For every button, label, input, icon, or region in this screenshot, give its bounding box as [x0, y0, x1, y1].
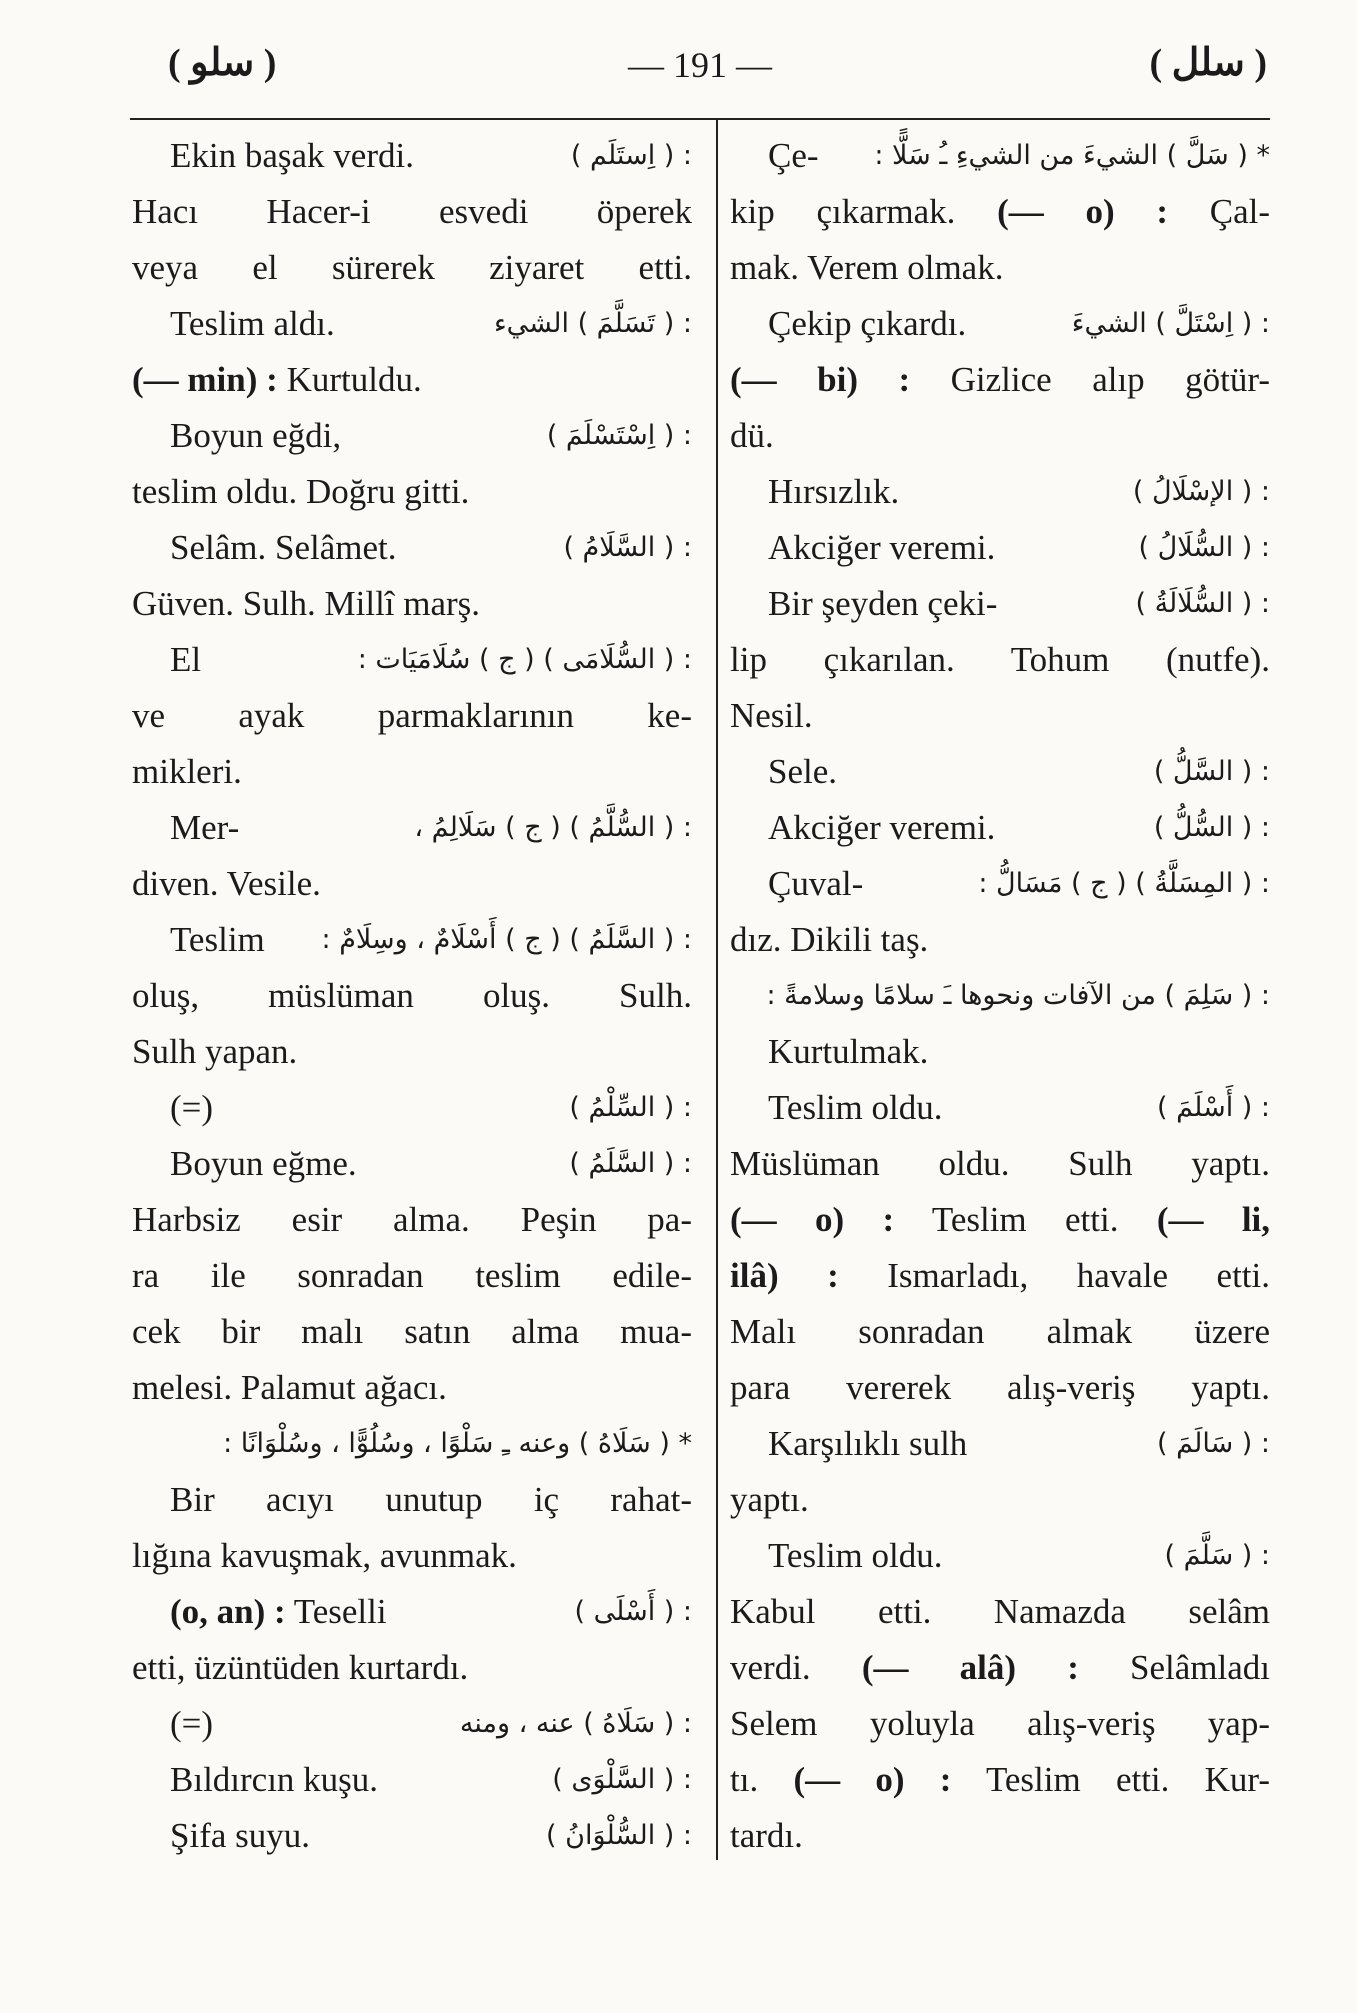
entry-text: Boyun eğme.	[170, 1144, 357, 1183]
entry-text: para vererek alış-veriş yaptı.	[730, 1368, 1270, 1407]
entry-text: Sulh yapan.	[132, 1032, 298, 1071]
entry-line	[132, 1640, 692, 1696]
entry-line	[730, 1304, 1270, 1360]
header-right-entry: ( سلل )	[1149, 42, 1267, 84]
entry-line	[730, 240, 1270, 296]
arabic-headword: : ( أَسْلَمَ )	[1157, 1092, 1270, 1123]
arabic-headword: : ( السُّلَّمُ ) ( ج ) سَلَالِمُ ،	[414, 812, 692, 843]
entry-text: veya el sürerek ziyaret etti.	[132, 248, 692, 287]
entry-text: Çuval-	[768, 864, 864, 903]
arabic-headword: : ( سَالَمَ )	[1157, 1428, 1270, 1459]
entry-text: ve ayak parmaklarının ke-	[132, 696, 692, 735]
entry-line	[730, 856, 1270, 912]
entry-line	[730, 1416, 1270, 1472]
entry-text: Selâm. Selâmet.	[170, 528, 397, 567]
arabic-headword: : ( سَلِمَ ) من الآفات ونحوها ـَ سلامًا وسلامةً :	[766, 980, 1270, 1011]
arabic-headword: : ( اِسْتَسْلَمَ )	[546, 420, 692, 451]
entry-line	[132, 352, 692, 408]
entry-text: cek bir malı satın alma mua-	[132, 1312, 692, 1351]
entry-line	[132, 1360, 692, 1416]
entry-line	[132, 1248, 692, 1304]
arabic-headword: * ( سَلَاهُ ) وعنه ـِ سَلْوًا ، وسُلُوًّا ، وسُلْوَانًا :	[223, 1428, 692, 1459]
entry-line	[730, 744, 1270, 800]
entry-text: Hacı Hacer-i esvedi öperek	[132, 192, 692, 231]
entry-line	[132, 520, 692, 576]
entry-line	[132, 1472, 692, 1528]
right-column	[730, 128, 1270, 1864]
entry-text: Akciğer veremi.	[768, 808, 996, 847]
arabic-headword: : ( السِّلْمُ )	[569, 1092, 692, 1123]
entry-line	[132, 296, 692, 352]
arabic-headword: : ( المِسَلَّةُ ) ( ج ) مَسَالُّ :	[978, 868, 1270, 899]
entry-line	[132, 1304, 692, 1360]
entry-text: (o, an) : Teselli	[170, 1592, 387, 1631]
entry-line	[730, 1136, 1270, 1192]
entry-text: Güven. Sulh. Millî marş.	[132, 584, 481, 623]
entry-text: Bıldırcın kuşu.	[170, 1760, 379, 1799]
entry-text: Nesil.	[730, 696, 813, 735]
entry-line	[132, 1136, 692, 1192]
entry-text: dü.	[730, 416, 774, 455]
entry-text: (=)	[170, 1704, 214, 1743]
entry-line	[730, 296, 1270, 352]
entry-line	[132, 1192, 692, 1248]
entry-text: kip çıkarmak. (— o) : Çal-	[730, 192, 1271, 231]
left-column	[132, 128, 692, 1864]
entry-text: yaptı.	[730, 1480, 809, 1519]
entry-line	[730, 1528, 1270, 1584]
entry-text: Çe-	[768, 136, 819, 175]
entry-text: lığına kavuşmak, avunmak.	[132, 1536, 517, 1575]
entry-line	[132, 800, 692, 856]
entry-text: Boyun eğdi,	[170, 416, 342, 455]
entry-text: Bir acıyı unutup iç rahat-	[170, 1480, 692, 1519]
entry-text: etti, üzüntüden kurtardı.	[132, 1648, 469, 1687]
entry-text: Teslim oldu.	[768, 1536, 943, 1575]
entry-line	[730, 1024, 1270, 1080]
entry-text: Malı sonradan almak üzere	[730, 1312, 1270, 1351]
arabic-headword: : ( السَّلَامُ )	[563, 532, 692, 563]
entry-text: Karşılıklı sulh	[768, 1424, 968, 1463]
arabic-headword: : ( السُّلُّ )	[1153, 812, 1270, 843]
arabic-headword: : ( السُّلَالُ )	[1138, 532, 1270, 563]
entry-text: Mer-	[170, 808, 240, 847]
entry-line	[730, 632, 1270, 688]
entry-text: dız. Dikili taş.	[730, 920, 929, 959]
entry-line	[730, 688, 1270, 744]
entry-text: diven. Vesile.	[132, 864, 321, 903]
entry-text: El	[170, 640, 202, 679]
entry-text: Çekip çıkardı.	[768, 304, 967, 343]
entry-text: (— min) : Kurtuldu.	[132, 360, 422, 399]
entry-line	[730, 1584, 1270, 1640]
entry-text: lip çıkarılan. Tohum (nutfe).	[730, 640, 1270, 679]
entry-line	[730, 1192, 1270, 1248]
column-divider	[716, 120, 718, 1860]
entry-text: ra ile sonradan teslim edile-	[132, 1256, 692, 1295]
entry-line	[730, 464, 1270, 520]
entry-line	[730, 1808, 1270, 1864]
arabic-headword: : ( سَلَّمَ )	[1164, 1540, 1270, 1571]
entry-text: Sele.	[768, 752, 838, 791]
entry-text: Hırsızlık.	[768, 472, 900, 511]
entry-line	[730, 800, 1270, 856]
header-rule	[130, 118, 1270, 120]
entry-line	[132, 856, 692, 912]
entry-text: ilâ) : Ismarladı, havale etti.	[730, 1256, 1270, 1295]
entry-text: Harbsiz esir alma. Peşin pa-	[132, 1200, 692, 1239]
entry-text: teslim oldu. Doğru gitti.	[132, 472, 470, 511]
entry-line	[730, 1248, 1270, 1304]
arabic-headword: : ( السَّلَمُ )	[569, 1148, 692, 1179]
entry-text: (— bi) : Gizlice alıp götür-	[730, 360, 1271, 399]
entry-line	[730, 1752, 1270, 1808]
entry-text: tardı.	[730, 1816, 803, 1855]
arabic-headword: * ( سَلَّ ) الشيءَ من الشيءِ ـُ سَلًّا :	[874, 140, 1270, 171]
entry-line	[730, 128, 1270, 184]
entry-line	[730, 912, 1270, 968]
header-left-entry: ( سلو )	[168, 42, 277, 84]
entry-line	[132, 576, 692, 632]
entry-line	[132, 128, 692, 184]
entry-text: tı. (— o) : Teslim etti. Kur-	[730, 1760, 1271, 1799]
entry-text: oluş, müslüman oluş. Sulh.	[132, 976, 692, 1015]
arabic-headword: : ( السُّلْوَانُ )	[546, 1820, 692, 1851]
entry-line	[132, 1080, 692, 1136]
entry-line	[132, 184, 692, 240]
entry-text: mikleri.	[132, 752, 242, 791]
entry-line	[730, 1472, 1270, 1528]
entry-text: melesi. Palamut ağacı.	[132, 1368, 447, 1407]
entry-line	[132, 408, 692, 464]
entry-text: (— o) : Teslim etti. (— li,	[730, 1200, 1271, 1239]
entry-text: Bir şeyden çeki-	[768, 584, 998, 623]
entry-line	[132, 968, 692, 1024]
entry-line	[730, 1696, 1270, 1752]
entry-line	[132, 1024, 692, 1080]
entry-text: Kabul etti. Namazda selâm	[730, 1592, 1270, 1631]
entry-text: verdi. (— alâ) : Selâmladı	[730, 1648, 1270, 1687]
arabic-headword: : ( السُّلَامَى ) ( ج ) سُلَامَيَات :	[357, 644, 692, 675]
entry-line	[730, 520, 1270, 576]
entry-line	[132, 1808, 692, 1864]
entry-line	[132, 688, 692, 744]
entry-text: Şifa suyu.	[170, 1816, 310, 1855]
entry-line	[132, 744, 692, 800]
entry-line	[132, 240, 692, 296]
entry-line	[730, 352, 1270, 408]
entry-text: (=)	[170, 1088, 214, 1127]
arabic-headword: : ( أَسْلَى )	[574, 1596, 692, 1627]
entry-text: Teslim aldı.	[170, 304, 335, 343]
entry-line	[132, 912, 692, 968]
arabic-headword: : ( الإسْلَالُ )	[1132, 476, 1270, 507]
arabic-headword: : ( اِسْتَلَّ ) الشيءَ	[1071, 308, 1270, 339]
entry-text: Akciğer veremi.	[768, 528, 996, 567]
entry-line	[132, 1752, 692, 1808]
entry-text: Selem yoluyla alış-veriş yap-	[730, 1704, 1270, 1743]
arabic-headword: : ( اِستَلَم )	[570, 140, 692, 171]
arabic-headword: : ( السُّلَالَةُ )	[1135, 588, 1270, 619]
entry-text: Ekin başak verdi.	[170, 136, 414, 175]
entry-line	[132, 464, 692, 520]
arabic-headword: : ( تَسَلَّمَ ) الشيء	[493, 308, 692, 339]
entry-line	[132, 1528, 692, 1584]
arabic-headword: : ( السَّلَمُ ) ( ج ) أَسْلَامٌ ، وسِلَامٌ :	[321, 924, 692, 955]
entry-line	[730, 576, 1270, 632]
arabic-headword: : ( سَلَاهُ ) عنه ، ومنه	[459, 1708, 692, 1739]
entry-line	[730, 1640, 1270, 1696]
entry-line	[730, 1080, 1270, 1136]
entry-text: Müslüman oldu. Sulh yaptı.	[730, 1144, 1270, 1183]
entry-line	[132, 632, 692, 688]
entry-line	[730, 408, 1270, 464]
entry-text: mak. Verem olmak.	[730, 248, 1004, 287]
entry-line	[132, 1416, 692, 1472]
entry-line	[132, 1696, 692, 1752]
arabic-headword: : ( السَّلْوَى )	[552, 1764, 692, 1795]
entry-text: Teslim oldu.	[768, 1088, 943, 1127]
page-number: — 191 —	[628, 45, 772, 85]
arabic-headword: : ( السَّلُّ )	[1153, 756, 1270, 787]
entry-line	[730, 1360, 1270, 1416]
entry-text: Teslim	[170, 920, 265, 959]
entry-line	[730, 184, 1270, 240]
entry-line	[132, 1584, 692, 1640]
entry-line	[730, 968, 1270, 1024]
entry-text: Kurtulmak.	[768, 1032, 929, 1071]
